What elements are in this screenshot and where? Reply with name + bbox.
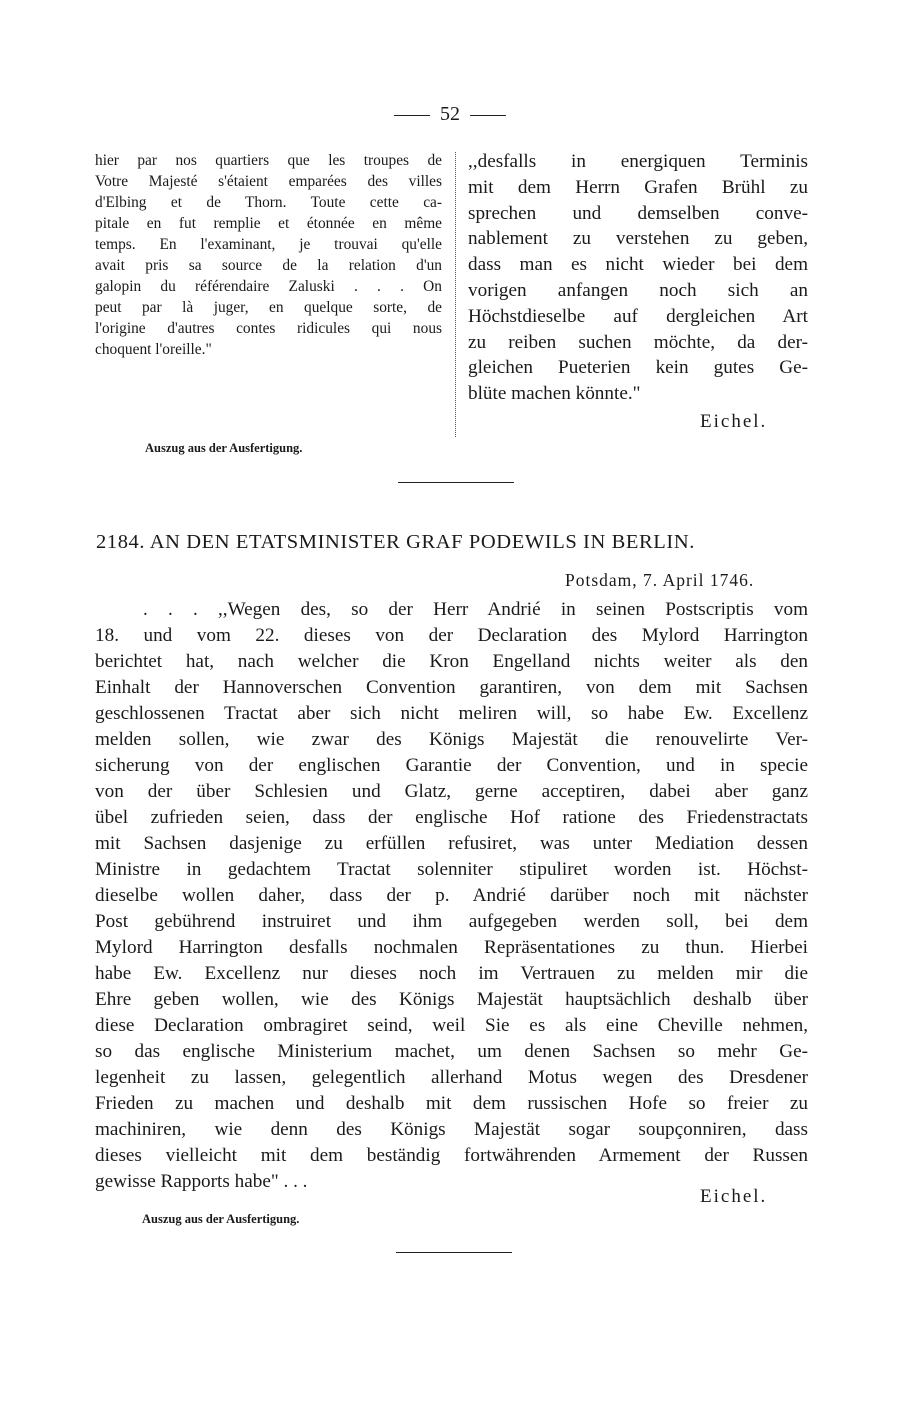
body-line: geschlossenen Tractat aber sich nicht meliren will, so habe Ew. Excellenz xyxy=(95,703,808,724)
body-line: . . . ,,Wegen des, so der Herr Andrié in seinen Postscriptis vom xyxy=(143,599,808,620)
section-divider-rule-bottom xyxy=(396,1252,512,1253)
right-column-line: mit dem Herrn Grafen Brühl zu xyxy=(468,176,808,198)
right-column-line: nablement zu verstehen zu geben, xyxy=(468,228,808,250)
left-column-line: Votre Majesté s'étaient emparées des villes xyxy=(95,173,442,190)
body-line: Ehre geben wollen, wie des Königs Majestät hauptsächlich deshalb über xyxy=(95,989,808,1010)
header-dash-left xyxy=(394,115,430,116)
right-column-line: vorigen anfangen noch sich an xyxy=(468,279,808,301)
body-line: diese Declaration ombragiret seind, weil Sie es als eine Cheville nehmen, xyxy=(95,1015,808,1036)
right-column-text xyxy=(468,149,808,407)
body-line: Einhalt der Hannoverschen Convention garantiren, von dem mit Sachsen xyxy=(95,677,808,698)
body-line: mit Sachsen dasjenige zu erfüllen refusiret, was unter Mediation dessen xyxy=(95,833,808,854)
body-line: Post gebührend instruiret und ihm aufgegeben werden soll, bei dem xyxy=(95,911,808,932)
left-column-line: galopin du référendaire Zaluski . . . On xyxy=(95,278,442,295)
left-column-line: temps. En l'examinant, je trouvai qu'elle xyxy=(95,236,442,253)
body-line: übel zufrieden seien, dass der englische Hof ratione des Friedenstractats xyxy=(95,807,808,828)
page-number: 52 xyxy=(440,103,460,125)
document-body xyxy=(95,597,808,1195)
body-line: Frieden zu machen und deshalb mit dem russischen Hofe so freier zu xyxy=(95,1093,808,1114)
right-column-line: Höchstdieselbe auf dergleichen Art xyxy=(468,305,808,327)
body-line: so das englische Ministerium machet, um denen Sachsen so mehr Ge- xyxy=(95,1041,808,1062)
right-column-line: ,,desfalls in energiquen Terminis xyxy=(468,151,808,172)
signature-eichel-2: Eichel. xyxy=(700,1186,768,1207)
source-note-1: Auszug aus der Ausfertigung. xyxy=(145,441,303,455)
left-column-line: choquent l'oreille." xyxy=(95,341,212,358)
source-note-2: Auszug aus der Ausfertigung. xyxy=(142,1212,300,1226)
body-line: Mylord Harrington desfalls nochmalen Repräsentationes zu thun. Hierbei xyxy=(95,937,808,958)
body-line: von der über Schlesien und Glatz, gerne acceptiren, dabei aber ganz xyxy=(95,781,808,802)
right-column-line: sprechen und demselben conve- xyxy=(468,202,808,224)
right-column-line: gleichen Pueterien kein gutes Ge- xyxy=(468,357,808,379)
body-line: 18. und vom 22. dieses von der Declaration des Mylord Harrington xyxy=(95,625,808,646)
body-line: legenheit zu lassen, gelegentlich allerhand Motus wegen des Dresdener xyxy=(95,1067,808,1088)
document-place-date: Potsdam, 7. April 1746. xyxy=(565,570,755,590)
body-line: sicherung von der englischen Garantie der Convention, und in specie xyxy=(95,755,808,776)
right-column-line: dass man es nicht wieder bei dem xyxy=(468,254,808,276)
document-heading: 2184. AN DEN ETATSMINISTER GRAF PODEWILS IN BERLIN. xyxy=(96,531,695,553)
left-column-line: avait pris sa source de la relation d'un xyxy=(95,257,442,274)
left-column-text xyxy=(95,150,442,360)
right-column-line: blüte machen könnte." xyxy=(468,383,641,405)
left-column-line: hier par nos quartiers que les troupes de xyxy=(95,152,442,169)
body-line: machiniren, wie denn des Königs Majestät sogar soupçonniren, dass xyxy=(95,1119,808,1140)
body-line: dieses vielleicht mit dem beständig fortwährenden Armement der Russen xyxy=(95,1145,808,1166)
left-column-line: d'Elbing et de Thorn. Toute cette ca- xyxy=(95,194,442,211)
page-number-header xyxy=(0,103,900,126)
signature-eichel-1: Eichel. xyxy=(700,411,768,432)
left-column-line: pitale en fut remplie et étonnée en même xyxy=(95,215,442,232)
body-line: Ministre in gedachtem Tractat solenniter stipuliret worden ist. Höchst- xyxy=(95,859,808,880)
body-line: melden sollen, wie zwar des Königs Majestät die renouvelirte Ver- xyxy=(95,729,808,750)
body-line: gewisse Rapports habe" . . . xyxy=(95,1171,308,1192)
body-line: berichtet hat, nach welcher die Kron Engelland nichts weiter als den xyxy=(95,651,808,672)
header-dash-right xyxy=(470,115,506,116)
section-divider-rule xyxy=(398,482,514,483)
left-column-line: peut par là juger, en quelque sorte, de xyxy=(95,299,442,316)
body-line: dieselbe wollen daher, dass der p. Andrié darüber noch mit nächster xyxy=(95,885,808,906)
left-column-line: l'origine d'autres contes ridicules qui nous xyxy=(95,320,442,337)
body-line: habe Ew. Excellenz nur dieses noch im Vertrauen zu melden mir die xyxy=(95,963,808,984)
right-column-line: zu reiben suchen möchte, da der- xyxy=(468,331,808,353)
column-divider xyxy=(455,152,456,437)
